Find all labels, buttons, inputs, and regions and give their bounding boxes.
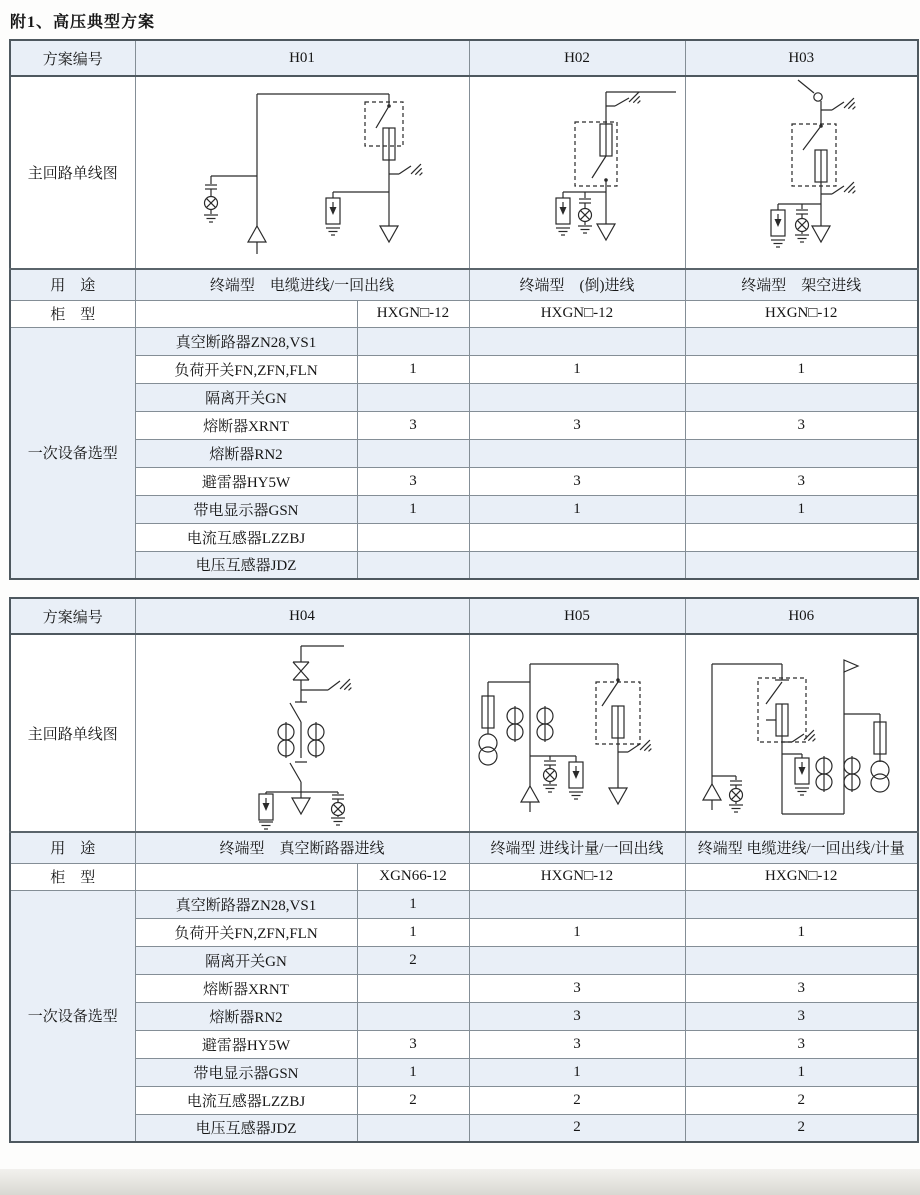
diagram-row [10,76,918,269]
scheme-table-2 [9,597,919,1143]
equipment-value-h03 [685,523,918,551]
header-row [10,598,918,634]
equipment-value-h05: 3 [469,1002,685,1030]
single-line-diagram-h01 [135,76,469,269]
equipment-row [10,1030,918,1058]
equipment-row [10,1114,918,1142]
equipment-name: 负荷开关FN,ZFN,FLN [135,918,357,946]
equipment-value-h05: 1 [469,1058,685,1086]
cabinet-empty-cell [135,300,357,327]
cabinet-cell-h06: HXGN□-12 [685,863,918,890]
equipment-value-h03: 3 [685,467,918,495]
single-line-diagram-h02 [469,76,685,269]
equipment-value-h02: 1 [469,355,685,383]
cabinet-row [10,300,918,327]
equipment-row [10,1086,918,1114]
equipment-value-h04 [357,974,469,1002]
equipment-row [10,946,918,974]
equipment-name: 熔断器RN2 [135,439,357,467]
equipment-name: 电压互感器JDZ [135,1114,357,1142]
page-bottom-shading [0,1169,920,1195]
equipment-value-h01: 3 [357,411,469,439]
equipment-name: 熔断器XRNT [135,974,357,1002]
equipment-name: 电流互感器LZZBJ [135,1086,357,1114]
equipment-name: 避雷器HY5W [135,1030,357,1058]
equipment-value-h01: 1 [357,355,469,383]
equipment-row [10,918,918,946]
equipment-value-h05: 2 [469,1114,685,1142]
equipment-value-h02: 3 [469,467,685,495]
equipment-name: 真空断路器ZN28,VS1 [135,327,357,355]
equipment-value-h02 [469,523,685,551]
equipment-name: 负荷开关FN,ZFN,FLN [135,355,357,383]
equipment-name: 带电显示器GSN [135,1058,357,1086]
header-row [10,40,918,76]
equipment-value-h05: 2 [469,1086,685,1114]
equipment-value-h01: 1 [357,495,469,523]
equipment-row [10,383,918,411]
equipment-value-h04: 1 [357,918,469,946]
page-title: 附1、高压典型方案 [10,14,156,31]
equipment-value-h02 [469,551,685,579]
diagram-row [10,634,918,832]
equipment-value-h01 [357,523,469,551]
equipment-value-h02: 3 [469,411,685,439]
equipment-value-h06: 2 [685,1114,918,1142]
scheme-h02-header: H02 [469,40,685,76]
equipment-value-h06: 2 [685,1086,918,1114]
usage-cell-h01: 终端型 电缆进线/一回出线 [135,269,469,300]
cabinet-cell-h02: HXGN□-12 [469,300,685,327]
scheme-table-1 [9,39,919,580]
equipment-value-h03: 1 [685,355,918,383]
usage-row [10,269,918,300]
equipment-row [10,1002,918,1030]
cabinet-row-label: 柜 型 [10,863,135,890]
equipment-row [10,411,918,439]
equipment-value-h06: 1 [685,918,918,946]
equipment-value-h02 [469,383,685,411]
equipment-value-h04: 2 [357,1086,469,1114]
equipment-value-h02 [469,327,685,355]
single-line-diagram-h03 [685,76,918,269]
usage-cell-h03: 终端型 架空进线 [685,269,918,300]
equipment-value-h05: 1 [469,918,685,946]
equipment-row [10,355,918,383]
equipment-value-h03 [685,439,918,467]
equipment-value-h05 [469,890,685,918]
cabinet-cell-h05: HXGN□-12 [469,863,685,890]
scheme-h06-header: H06 [685,598,918,634]
cabinet-row [10,863,918,890]
equipment-value-h02: 1 [469,495,685,523]
equipment-section-label: 一次设备选型 [10,890,135,1142]
equipment-value-h01 [357,551,469,579]
diagram-row-label: 主回路单线图 [10,76,135,269]
equipment-value-h02 [469,439,685,467]
equipment-name: 避雷器HY5W [135,467,357,495]
single-line-diagram-h04 [135,634,469,832]
diagram-row-label: 主回路单线图 [10,634,135,832]
usage-cell-h02: 终端型 (倒)进线 [469,269,685,300]
equipment-value-h03 [685,551,918,579]
equipment-value-h01: 3 [357,467,469,495]
equipment-value-h06: 3 [685,1002,918,1030]
header-cell-scheme-number: 方案编号 [10,40,135,76]
scheme-h03-header: H03 [685,40,918,76]
equipment-name: 隔离开关GN [135,383,357,411]
equipment-name: 带电显示器GSN [135,495,357,523]
usage-cell-h06: 终端型 电缆进线/一回出线/计量 [685,832,918,863]
equipment-row [10,439,918,467]
equipment-value-h05: 3 [469,974,685,1002]
usage-row [10,832,918,863]
equipment-row [10,890,918,918]
equipment-value-h06 [685,946,918,974]
usage-cell-h05: 终端型 进线计量/一回出线 [469,832,685,863]
equipment-value-h03: 1 [685,495,918,523]
equipment-value-h04 [357,1002,469,1030]
equipment-value-h01 [357,327,469,355]
scheme-h01-header: H01 [135,40,469,76]
cabinet-row-label: 柜 型 [10,300,135,327]
equipment-row [10,523,918,551]
equipment-row [10,974,918,1002]
equipment-name: 熔断器RN2 [135,1002,357,1030]
scheme-h05-header: H05 [469,598,685,634]
equipment-name: 隔离开关GN [135,946,357,974]
equipment-value-h01 [357,439,469,467]
equipment-value-h01 [357,383,469,411]
single-line-diagram-h06 [685,634,918,832]
equipment-value-h04: 2 [357,946,469,974]
single-line-diagram-h05 [469,634,685,832]
equipment-value-h04: 1 [357,890,469,918]
usage-row-label: 用 途 [10,269,135,300]
equipment-section-label: 一次设备选型 [10,327,135,579]
equipment-value-h06: 1 [685,1058,918,1086]
equipment-value-h05 [469,946,685,974]
header-cell-scheme-number: 方案编号 [10,598,135,634]
equipment-value-h06: 3 [685,1030,918,1058]
equipment-row [10,327,918,355]
equipment-row [10,1058,918,1086]
cabinet-empty-cell [135,863,357,890]
equipment-value-h04: 3 [357,1030,469,1058]
equipment-row [10,467,918,495]
equipment-value-h03: 3 [685,411,918,439]
cabinet-cell-h03: HXGN□-12 [685,300,918,327]
equipment-name: 电压互感器JDZ [135,551,357,579]
table-gap [0,580,920,597]
equipment-value-h06: 3 [685,974,918,1002]
usage-row-label: 用 途 [10,832,135,863]
usage-cell-h04: 终端型 真空断路器进线 [135,832,469,863]
cabinet-cell-h04: XGN66-12 [357,863,469,890]
equipment-value-h06 [685,890,918,918]
equipment-value-h05: 3 [469,1030,685,1058]
equipment-row [10,551,918,579]
equipment-value-h04: 1 [357,1058,469,1086]
equipment-value-h03 [685,327,918,355]
equipment-row [10,495,918,523]
equipment-name: 真空断路器ZN28,VS1 [135,890,357,918]
equipment-value-h03 [685,383,918,411]
cabinet-cell-h01: HXGN□-12 [357,300,469,327]
equipment-value-h04 [357,1114,469,1142]
equipment-name: 熔断器XRNT [135,411,357,439]
equipment-name: 电流互感器LZZBJ [135,523,357,551]
scheme-h04-header: H04 [135,598,469,634]
